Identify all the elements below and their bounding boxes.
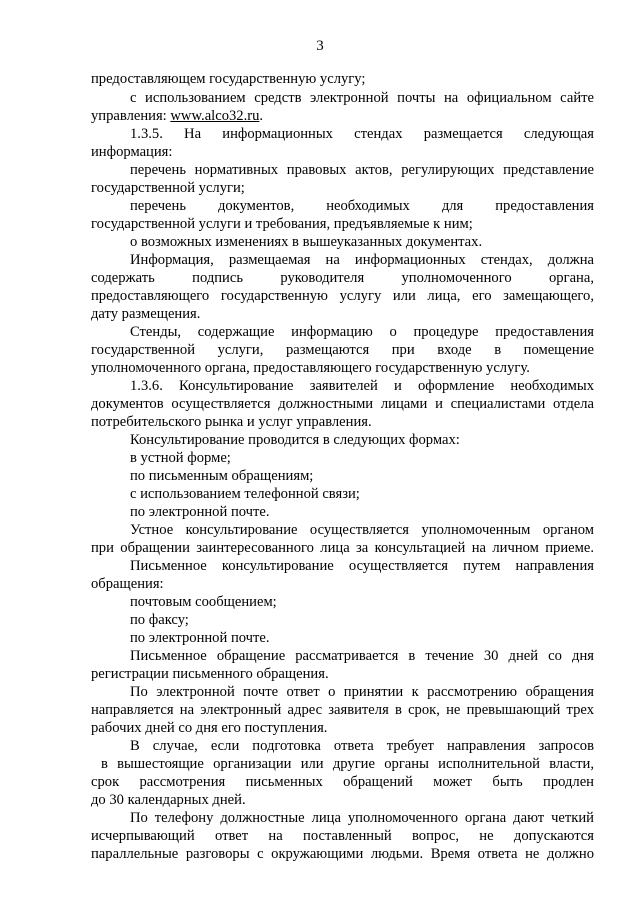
text-line: Устное консультирование осуществляется уполномоченным органом (130, 522, 594, 538)
text-line: параллельные разговоры с окружающими людьми. Время ответа не должно (91, 846, 594, 862)
text-line: По телефону должностные лица уполномоченного органа дают четкий (130, 810, 594, 826)
text-line: государственной услуги и требования, предъявляемые к ним; (91, 216, 473, 232)
text-line: документов осуществляется должностными лицами и специалистами отдела (91, 396, 594, 412)
text-line: с использованием средств электронной почты на официальном сайте (130, 90, 594, 106)
text-line: уполномоченного органа, предоставляющего государственную услугу. (91, 360, 530, 376)
text-line: В случае, если подготовка ответа требует направления запросов (130, 738, 594, 754)
text-line: о возможных изменениях в вышеуказанных документах. (130, 234, 483, 250)
text-line: рабочих дней со дня его поступления. (91, 720, 328, 736)
text-line: 1.3.5. На информационных стендах размещается следующая (130, 126, 594, 142)
text-line: почтовым сообщением; (130, 594, 277, 610)
text-fragment: . (259, 108, 264, 124)
text-line: исчерпывающий ответ на поставленный вопрос, не допускаются (91, 828, 594, 844)
text-line: до 30 календарных дней. (91, 792, 246, 808)
text-line: предоставляющем государственную услугу; (91, 71, 366, 87)
text-line: 1.3.6. Консультирование заявителей и оформление необходимых (130, 378, 594, 394)
text-line: с использованием телефонной связи; (130, 486, 360, 502)
text-line: при обращении заинтересованного лица за консультацией на личном приеме. (91, 540, 594, 556)
text-line: потребительского рынка и услуг управления. (91, 414, 372, 430)
text-line: перечень документов, необходимых для предоставления (130, 198, 594, 214)
text-line: дату размещения. (91, 306, 201, 322)
text-line: срок рассмотрения письменных обращений может быть продлен (91, 774, 594, 790)
text-line: Письменное обращение рассматривается в течение 30 дней со дня (130, 648, 594, 664)
text-line: информация: (91, 144, 173, 160)
text-line: направляется на электронный адрес заявителя в срок, не превышающий трех (91, 702, 594, 718)
text-line-with-link (91, 107, 594, 125)
text-line: обращения: (91, 576, 164, 592)
text-line: Информация, размещаемая на информационных стендах, должна (130, 252, 594, 268)
page-number: 3 (316, 38, 324, 54)
text-line: Консультирование проводится в следующих формах: (130, 432, 460, 448)
text-line: По электронной почте ответ о принятии к рассмотрению обращения (130, 684, 594, 700)
text-fragment: управления: (91, 108, 171, 124)
text-line: перечень нормативных правовых актов, регулирующих представление (130, 162, 594, 178)
text-line: в вышестоящие организации или другие органы исполнительной власти, (101, 756, 594, 772)
text-line: по электронной почте. (130, 630, 270, 646)
text-line: государственной услуги, размещаются при входе в помещение (91, 342, 594, 358)
text-line: по факсу; (130, 612, 189, 628)
text-line: Письменное консультирование осуществляется путем направления (130, 558, 594, 574)
text-line: в устной форме; (130, 450, 231, 466)
text-line: Стенды, содержащие информацию о процедуре предоставления (130, 324, 594, 340)
text-line: предоставляющего государственную услугу или лица, его замещающего, (91, 288, 594, 304)
text-line: по электронной почте. (130, 504, 270, 520)
text-line: регистрации письменного обращения. (91, 666, 329, 682)
text-line: содержать подпись руководителя уполномоченного органа, (91, 270, 594, 286)
text-line: государственной услуги; (91, 180, 245, 196)
website-link[interactable]: www.alco32.ru (170, 108, 260, 124)
text-line: по письменным обращениям; (130, 468, 314, 484)
